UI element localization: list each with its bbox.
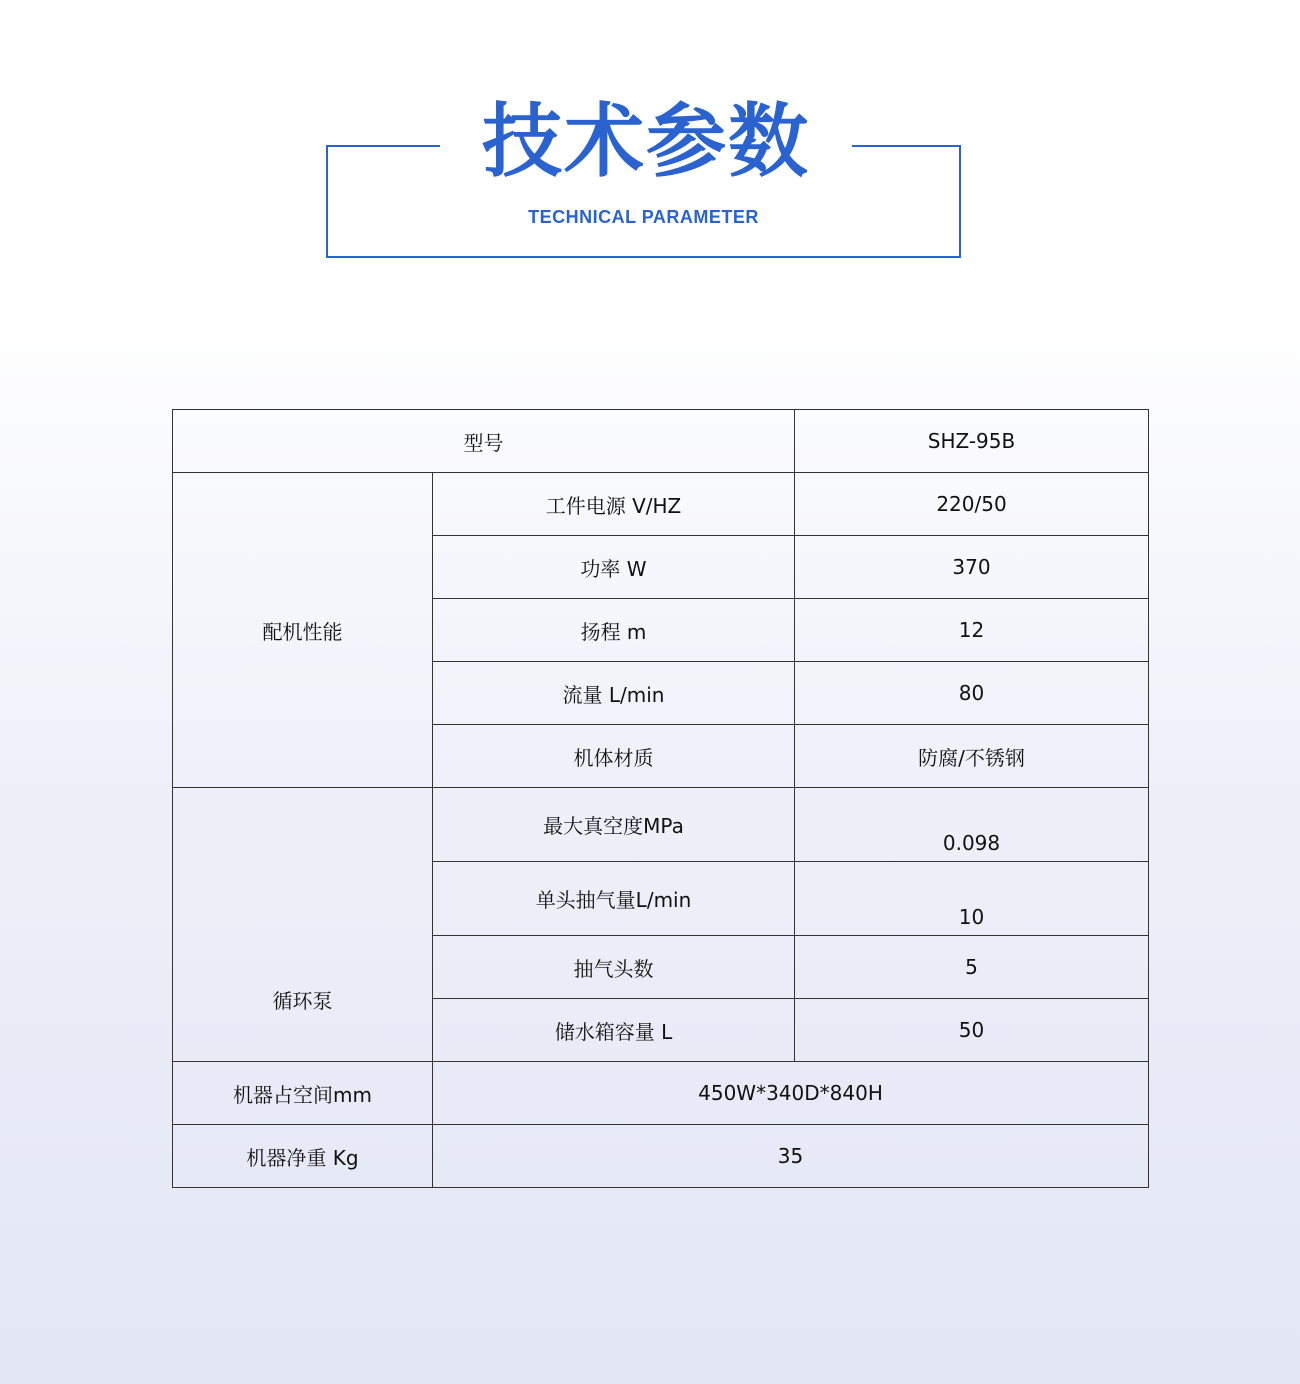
param-label: 最大真空度MPa bbox=[433, 788, 795, 862]
param-label: 单头抽气量L/min bbox=[433, 862, 795, 936]
param-label: 工件电源 V/HZ bbox=[433, 473, 795, 536]
param-value: 80 bbox=[795, 662, 1149, 725]
page-title: 技术参数 bbox=[482, 95, 810, 188]
dimensions-label: 机器占空间mm bbox=[173, 1062, 433, 1125]
param-label: 储水箱容量 L bbox=[433, 999, 795, 1062]
table-row-weight bbox=[173, 1125, 1149, 1188]
param-value: 12 bbox=[795, 599, 1149, 662]
param-value: 0.098 bbox=[795, 788, 1149, 862]
weight-value: 35 bbox=[433, 1125, 1149, 1188]
model-label: 型号 bbox=[173, 410, 795, 473]
dimensions-value: 450W*340D*840H bbox=[433, 1062, 1149, 1125]
page-subtitle: TECHNICAL PARAMETER bbox=[528, 207, 759, 227]
table-row-model bbox=[173, 410, 1149, 473]
param-value: 10 bbox=[795, 862, 1149, 936]
table-row bbox=[173, 788, 1149, 862]
param-value: 防腐/不锈钢 bbox=[795, 725, 1149, 788]
weight-label: 机器净重 Kg bbox=[173, 1125, 433, 1188]
model-value: SHZ-95B bbox=[795, 410, 1149, 473]
group-label-pump: 循环泵 bbox=[173, 788, 433, 1062]
param-label: 机体材质 bbox=[433, 725, 795, 788]
table-row-dimensions bbox=[173, 1062, 1149, 1125]
param-label: 扬程 m bbox=[433, 599, 795, 662]
param-value: 50 bbox=[795, 999, 1149, 1062]
table-row bbox=[173, 473, 1149, 536]
param-value: 220/50 bbox=[795, 473, 1149, 536]
group-label-performance: 配机性能 bbox=[173, 473, 433, 788]
spec-table bbox=[172, 409, 1149, 1188]
param-label: 抽气头数 bbox=[433, 936, 795, 999]
param-value: 370 bbox=[795, 536, 1149, 599]
param-label: 功率 W bbox=[433, 536, 795, 599]
param-label: 流量 L/min bbox=[433, 662, 795, 725]
param-value: 5 bbox=[795, 936, 1149, 999]
